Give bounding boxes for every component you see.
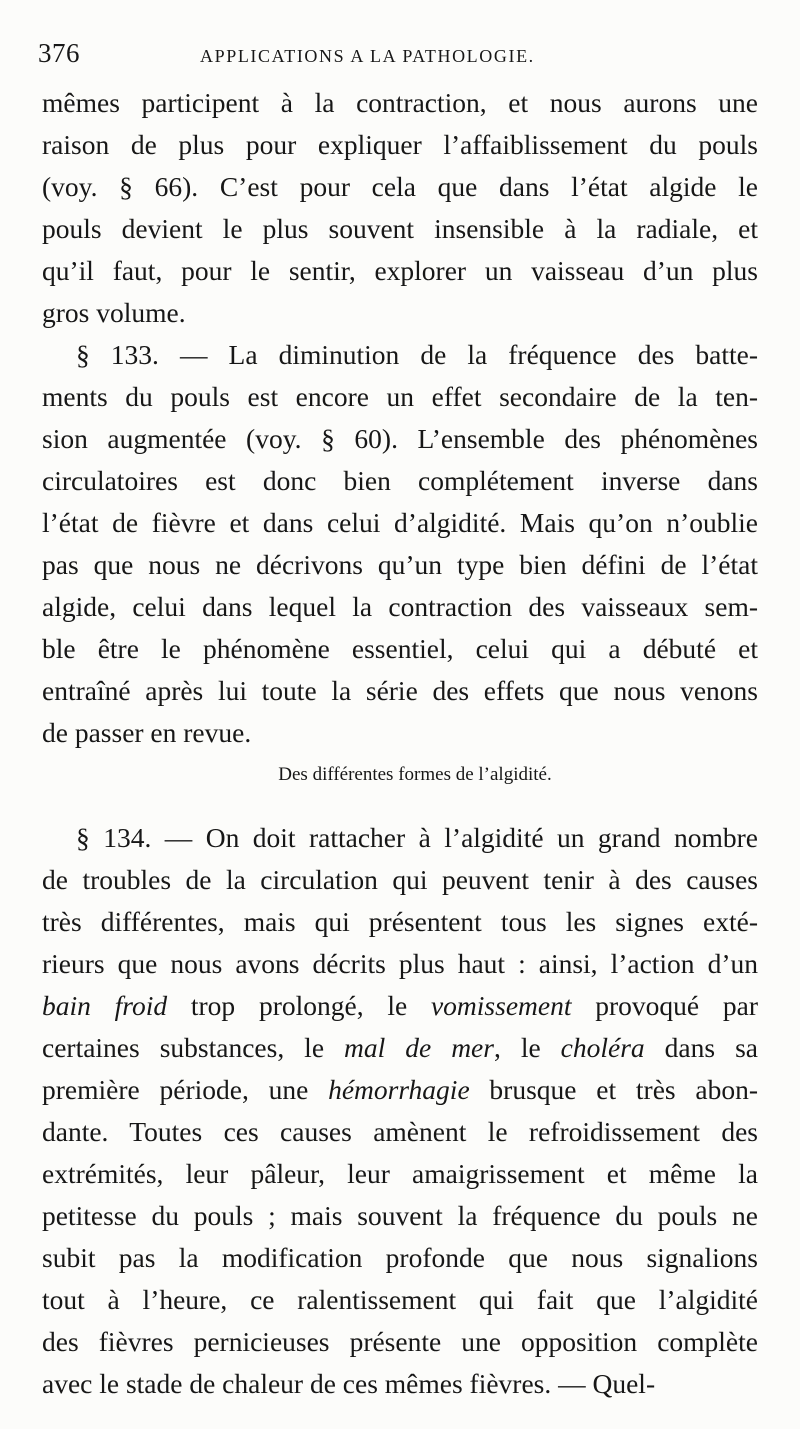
text-line: ble être le phénomène essentiel, celui qui a débuté et	[42, 633, 758, 664]
text-line: raison de plus pour expliquer l’affaiblissement du pouls	[42, 129, 758, 160]
text-line: entraîné après lui toute la série des effets que nous venons	[42, 675, 758, 706]
running-head: APPLICATIONS A LA PATHOLOGIE.	[200, 46, 535, 66]
text-run: trop prolongé, le	[167, 990, 431, 1021]
text-line: algide, celui dans lequel la contraction des vaisseaux sem-	[42, 591, 758, 622]
text-run: brusque et très abon-	[469, 1074, 758, 1105]
italic-term: choléra	[560, 1032, 645, 1063]
page-header	[38, 38, 760, 78]
section-heading: Des différentes formes de l’algidité.	[278, 764, 552, 785]
text-line: l’état de fièvre et dans celui d’algidité. Mais qu’on n’oublie	[42, 507, 758, 538]
text-line: avec le stade de chaleur de ces mêmes fièvres. — Quel-	[42, 1368, 656, 1399]
paragraph-132-end	[42, 82, 758, 334]
text-line: circulatoires est donc bien complétement inverse dans	[42, 465, 758, 496]
text-line: extrémités, leur pâleur, leur amaigrissement et même la	[42, 1158, 758, 1189]
text-line: § 134. — On doit rattacher à l’algidité un grand nombre	[76, 822, 758, 853]
text-run: première période, une	[42, 1074, 329, 1105]
italic-term: hémorrhagie	[328, 1074, 470, 1105]
paragraph-133	[42, 334, 758, 754]
italic-term: bain froid	[42, 990, 168, 1021]
text-line: sion augmentée (voy. § 60). L’ensemble des phénomènes	[42, 423, 758, 454]
text-line: très différentes, mais qui présentent tous les signes exté-	[42, 906, 758, 937]
text-line: tout à l’heure, ce ralentissement qui fait que l’algidité	[42, 1284, 758, 1315]
text-line: § 133. — La diminution de la fréquence des batte-	[76, 339, 758, 370]
paragraph-134	[42, 817, 758, 1405]
text-line: de troubles de la circulation qui peuvent tenir à des causes	[42, 864, 758, 895]
text-run: , le	[493, 1032, 561, 1063]
text-line: qu’il faut, pour le sentir, explorer un vaisseau d’un plus	[42, 255, 758, 286]
text-line	[42, 1069, 758, 1111]
text-line: rieurs que nous avons décrits plus haut : ainsi, l’action d’un	[42, 948, 758, 979]
text-line: (voy. § 66). C’est pour cela que dans l’état algide le	[42, 171, 758, 202]
text-line: des fièvres pernicieuses présente une opposition complète	[42, 1326, 758, 1357]
text-line: ments du pouls est encore un effet secondaire de la ten-	[42, 381, 758, 412]
italic-term: mal de mer	[344, 1032, 494, 1063]
section-spacer	[42, 796, 758, 817]
body-text	[42, 82, 758, 1405]
text-line: gros volume.	[42, 297, 186, 328]
text-run: provoqué par	[571, 990, 758, 1021]
text-line	[42, 1027, 758, 1069]
italic-term: vomissement	[430, 990, 572, 1021]
text-line: dante. Toutes ces causes amènent le refroidissement des	[42, 1116, 758, 1147]
text-line	[42, 985, 758, 1027]
text-line: petitesse du pouls ; mais souvent la fréquence du pouls ne	[42, 1200, 758, 1231]
text-run: certaines substances, le	[42, 1032, 345, 1063]
text-line: de passer en revue.	[42, 717, 252, 748]
page-number: 376	[38, 38, 80, 68]
text-line: pas que nous ne décrivons qu’un type bien défini de l’état	[42, 549, 758, 580]
text-line: pouls devient le plus souvent insensible à la radiale, et	[42, 213, 758, 244]
text-run: dans sa	[644, 1032, 758, 1063]
text-line: mêmes participent à la contraction, et nous aurons une	[42, 87, 758, 118]
text-line: subit pas la modification profonde que nous signalions	[42, 1242, 758, 1273]
